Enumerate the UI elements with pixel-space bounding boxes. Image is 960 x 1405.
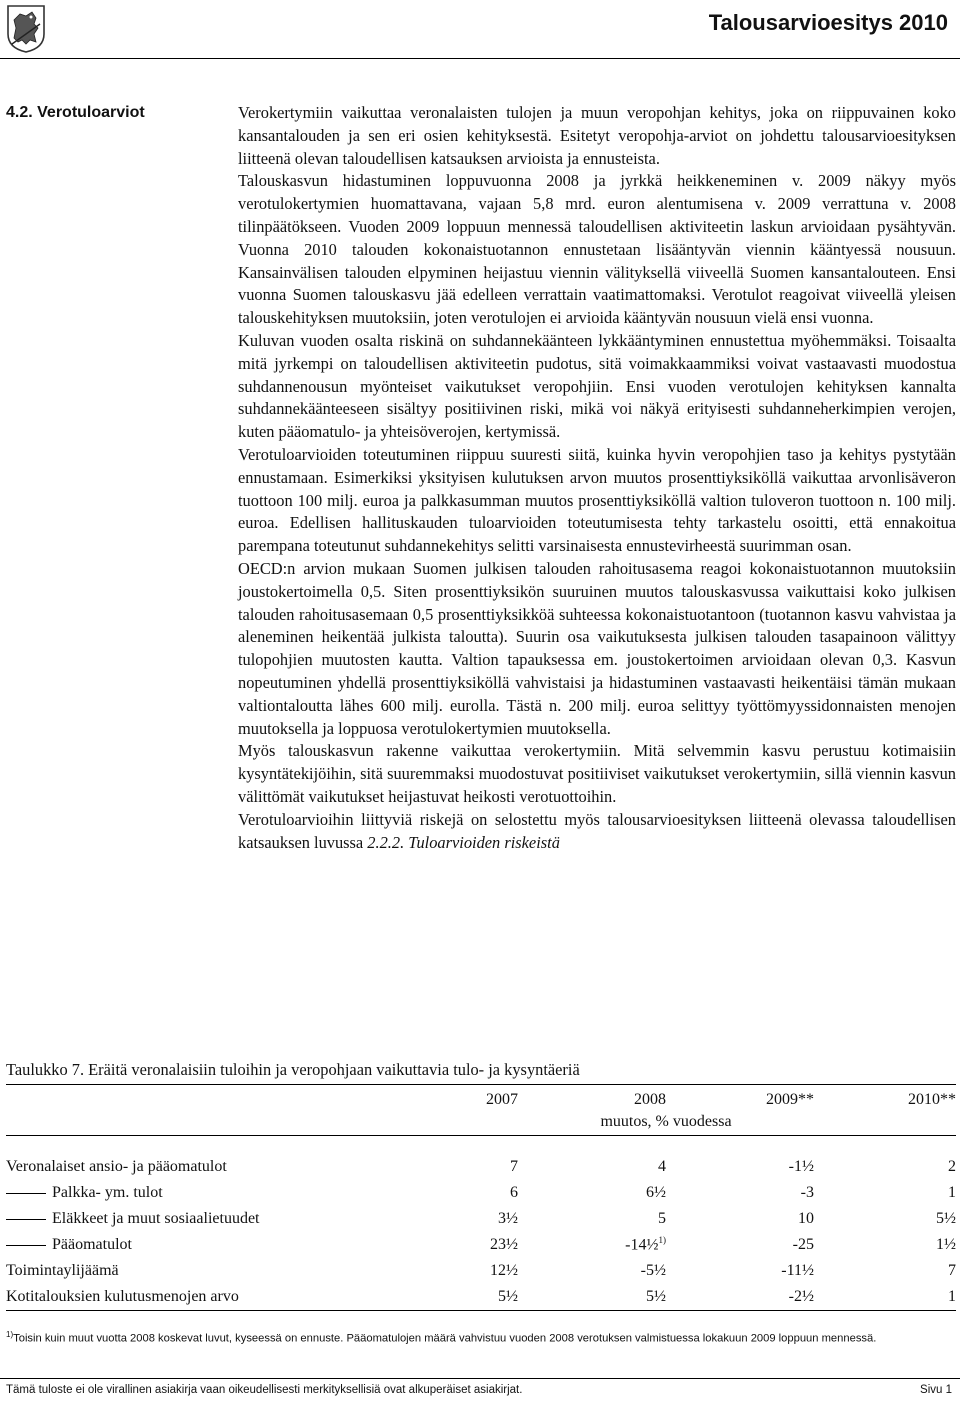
- value-cell: [666, 1154, 814, 1180]
- cell-value: 3½: [498, 1210, 518, 1227]
- paragraph: Myös talouskasvun rakenne vaikuttaa verokertymiin. Mitä selvemmin kasvu perustuu kotimaisiin kysyntätekijöihin, sitä suuremmaksi muodostuvat positiiviset vaikutukset verokertymiin, sillä viennin kasvun välittömät vaikutukset heijastuvat heikosti verotuottoihin.: [238, 741, 956, 806]
- column-header-year: 2008: [634, 1091, 666, 1108]
- cell-value: 5: [658, 1210, 666, 1227]
- row-label: Eläkkeet ja muut sosiaalietuudet: [52, 1210, 260, 1227]
- cell-value: 2: [948, 1158, 956, 1175]
- cell-value: 6½: [646, 1184, 666, 1201]
- cell-value: 7: [948, 1262, 956, 1279]
- cell-value: -2½: [788, 1288, 814, 1305]
- paragraph-last: [238, 809, 956, 855]
- row-label-cell: [6, 1258, 306, 1284]
- value-cell: [306, 1206, 518, 1232]
- table-row: [6, 1232, 956, 1258]
- table-header-row: [6, 1085, 956, 1110]
- footnote-marker: 1): [6, 1330, 14, 1339]
- value-cell: [814, 1180, 956, 1206]
- value-cell: [814, 1258, 956, 1284]
- table-row: [6, 1180, 956, 1206]
- paragraph-text: Verotuloarvioihin liittyviä riskejä on selostettu myös talousarvioesityksen liitteenä olevassa taloudellisen katsauksen luvussa: [238, 809, 956, 852]
- row-label-cell: [6, 1206, 306, 1232]
- value-cell: [666, 1232, 814, 1258]
- value-cell: [306, 1258, 518, 1284]
- unit-label: muutos, % vuodessa: [600, 1113, 732, 1130]
- cell-value: 23½: [490, 1236, 518, 1253]
- lion-coat-of-arms-icon: [6, 4, 46, 54]
- cell-value: -5½: [640, 1262, 666, 1279]
- cell-value: -1½: [788, 1158, 814, 1175]
- row-label-cell: [6, 1180, 306, 1206]
- table-row: [6, 1258, 956, 1284]
- indent-dash: [6, 1193, 46, 1194]
- cell-value: 7: [510, 1158, 518, 1175]
- value-cell: [518, 1232, 666, 1258]
- data-table: [6, 1084, 956, 1311]
- footer-disclaimer: Tämä tuloste ei ole virallinen asiakirja vaan oikeudellisesti merkityksellisiä ovat alkuperäiset asiakirjat.: [6, 1384, 523, 1396]
- cell-value: 5½: [646, 1288, 666, 1305]
- row-label-cell: [6, 1154, 306, 1180]
- cell-value: -3: [800, 1184, 814, 1201]
- footnote-text: Toisin kuin muut vuotta 2008 koskevat luvut, kyseessä on ennuste. Pääomatulojen määrä vahvistuu vuoden 2008 verotuksen valmistuessa lokakuun 2009 loppuun mennessä.: [13, 1332, 877, 1345]
- row-label: Kotitalouksien kulutusmenojen arvo: [6, 1288, 239, 1305]
- cell-value: 5½: [498, 1288, 518, 1305]
- paragraph: Kuluvan vuoden osalta riskinä on suhdannekäänteen lykkääntyminen ennustettua myöhemmäksi. Toisaalta mitä jyrkempi on taloudellisen aktiviteetin pudotus, sitä voimakkaammiksi voivat vastaavasti muodostua suhdannenousun myönteiset vaikutukset veropohjiin. Ensi vuoden verotulojen kehityksen kannalta suhdannekäänteeseen sisältyy positiivinen riski, mikä voi näkyä erityisesti suhdanneherkimpien verojen, kuten pääomatulo- ja yhteisöverojen, kertymissä.: [238, 330, 956, 442]
- value-cell: [518, 1206, 666, 1232]
- value-cell: [666, 1206, 814, 1232]
- table-footnote: [6, 1327, 956, 1347]
- table-row: [6, 1154, 956, 1180]
- value-cell: [814, 1284, 956, 1311]
- row-label: Toimintaylijäämä: [6, 1262, 119, 1279]
- value-cell: [306, 1284, 518, 1311]
- value-cell: [666, 1180, 814, 1206]
- cell-value: 1: [948, 1184, 956, 1201]
- value-cell: [306, 1232, 518, 1258]
- value-cell: [666, 1284, 814, 1311]
- value-cell: [814, 1206, 956, 1232]
- value-cell: [518, 1284, 666, 1311]
- value-cell: [666, 1258, 814, 1284]
- value-cell: [306, 1180, 518, 1206]
- page-number: Sivu 1: [920, 1384, 952, 1396]
- column-header-year: 2007: [486, 1091, 518, 1108]
- row-label: Palkka- ym. tulot: [52, 1184, 163, 1201]
- value-cell: [814, 1154, 956, 1180]
- cell-value: 1: [948, 1288, 956, 1305]
- value-cell: [814, 1232, 956, 1258]
- cell-value: 5½: [936, 1210, 956, 1227]
- footer-rule: [0, 1378, 960, 1379]
- footnote-ref: 1): [658, 1235, 666, 1246]
- chapter-reference: 2.2.2. Tuloarvioiden riskeistä: [367, 832, 560, 852]
- indent-dash: [6, 1219, 46, 1220]
- value-cell: [306, 1154, 518, 1180]
- cell-value: 12½: [490, 1262, 518, 1279]
- paragraph: OECD:n arvion mukaan Suomen julkisen talouden rahoitusasema reagoi kokonaistuotannon muutoksiin joustokertoimella 0,5. Siten prosenttiyksikön suuruinen muutos talouskasvussa vaikuttaisi koko julkisen talouden rahoitusasemaan 0,5 prosenttiyksikköä suhteessa kokonaistuotantoon (tuotannon kasvu vahvistaa ja aleneminen heikentää julkista taloutta). Suurin osa vaikutuksesta julkisen talouden tasapainoon välittyy tulopohjien muutosten kautta. Valtion tapauksessa em. joustokertoimen arvioidaan olevan 0,3. Kasvun nopeutuminen yhdellä prosenttiyksiköllä vahvistaisi ja hidastuminen vastaavasti heikentäisi tämän mukaan valtiontaloutta lähes 600 milj. eurolla. Tästä n. 200 milj. euroa selittyy työttömyyssidonnaisten menojen muutoksella ja loppuosa verotulokertymien muutoksella.: [238, 558, 956, 738]
- row-label-cell: [6, 1232, 306, 1258]
- value-cell: [518, 1180, 666, 1206]
- header-rule: [0, 58, 960, 59]
- paragraph: Verokertymiin vaikuttaa veronalaisten tulojen ja muun veropohjan kehitys, joka on riippuvainen koko kansantalouden ja sen eri osien kehityksestä. Esitetyt veropohja-arviot on johdettu talousarvioesityksen liitteenä olevan taloudellisen katsauksen arvioista ja ennusteista.: [238, 103, 956, 168]
- table-row: [6, 1206, 956, 1232]
- paragraph: Verotuloarvioiden toteutuminen riippuu suuresti siitä, kuinka hyvin veropohjien taso ja kehitys pystytään ennustamaan. Esimerkiksi yksityisen kulutuksen arvon muutos prosenttiyksiköllä vaikuttaa arvonlisäveron tuottoon 100 milj. euroa ja palkkasumman muutos prosenttiyksiköllä valtion tuloveron tuottoon n. 100 milj. euroa. Edellisen hallituskauden tuloarvioiden toteutumisesta tehty tarkastelu osoitti, että ennakoitua parempana toteutunut suhdannekehitys selitti varsinaisesta ennustevirheestä suurimman osan.: [238, 444, 956, 556]
- table-row: [6, 1284, 956, 1311]
- table-body: [6, 1136, 956, 1311]
- section-heading: 4.2. Verotuloarviot: [6, 104, 145, 121]
- cell-value: 4: [658, 1158, 666, 1175]
- value-cell: [518, 1154, 666, 1180]
- cell-value: 1½: [936, 1236, 956, 1253]
- table-caption: Taulukko 7. Eräitä veronalaisiin tuloihin ja veropohjaan vaikuttavia tulo- ja kysyntäeriä: [6, 1060, 580, 1079]
- table-unit-row: [6, 1109, 956, 1136]
- row-label-cell: [6, 1284, 306, 1311]
- cell-value: -25: [792, 1236, 814, 1253]
- value-cell: [518, 1258, 666, 1284]
- header-blank: [6, 1085, 306, 1110]
- column-header-year: 2010**: [908, 1091, 956, 1108]
- cell-value: 6: [510, 1184, 518, 1201]
- indent-dash: [6, 1245, 46, 1246]
- row-label: Veronalaiset ansio- ja pääomatulot: [6, 1158, 227, 1175]
- body-text: [238, 102, 956, 854]
- cell-value: -14½: [625, 1236, 659, 1254]
- row-label: Pääomatulot: [52, 1236, 132, 1253]
- document-title: Talousarvioesitys 2010: [708, 10, 948, 35]
- cell-value: 10: [798, 1210, 814, 1227]
- paragraph: Talouskasvun hidastuminen loppuvuonna 2008 ja jyrkkä heikkeneminen v. 2009 näkyy myös verotulokertymien huomattavana, vajaan 5,8 mrd. euron alentumisena v. 2009 verrattuna v. 2008 tilinpäätökseen. Vuoden 2009 loppuun mennessä taloudellisen aktiviteetin laskun arvioidaan pysähtyvän. Vuonna 2010 talouden kokonaistuotannon ennustetaan lisääntyvän viennin kääntyessä nousuun. Kansainvälisen talouden elpyminen heijastuu viennin välityksellä viiveellä Suomen kansantalouteen. Ensi vuonna Suomen talouskasvu jää edelleen verrattain vaatimattomaksi. Verotulot reagoivat viiveellä yleisen talouskehityksen muutoksiin, joten verotulojen ei arvioida kääntyvän nousuun vielä ensi vuonna.: [238, 171, 956, 328]
- cell-value: -11½: [781, 1262, 814, 1279]
- column-header-year: 2009**: [766, 1091, 814, 1108]
